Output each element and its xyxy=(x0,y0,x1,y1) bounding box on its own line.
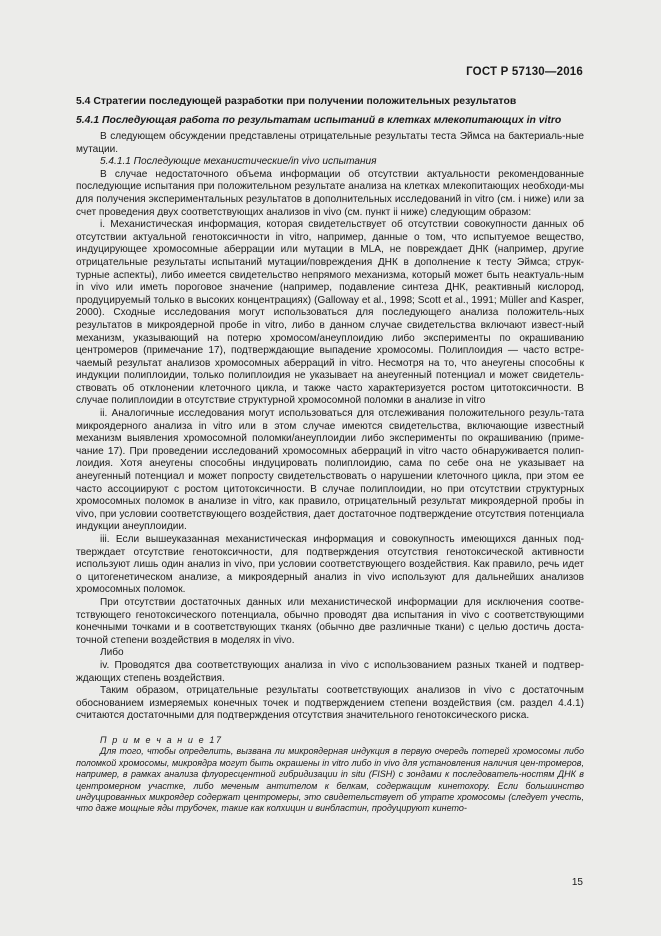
list-item-iv: iv. Проводятся два соответствующих анализа in vivo с использованием разных тканей и подтвер-ждающих степень воздействия. xyxy=(76,659,584,684)
list-item-ii: ii. Аналогичные исследования могут использоваться для отслеживания положительного резуль-тата микроядерного анализа in vitro или в этом случае имеются свидетельства, включающие известный механизм выявления хромосомной поломки/анеуплоидии либо эксперименты по окрашиванию (приме-чание 17). При проведении исследований хромосомных аберраций in vitro часто обнаруживается полип-лоидия. Хотя анеугены способны индуцировать полиплоидию, сама по себе она не указывает на анеугенный потенциал и может попросту свидетельствовать о нарушении клеточного цикла, при этом ее часто ассоциируют с ростом цитотоксичности. В случае полиплоидии, но при отсутствии структурных хромосомных поломок в анализе in vitro, как правило, отрицательный результат микроядерной пробы in vivo, при условии соответствующего воздействия, дает достаточное подтверждение отсутствия потенциала индукции анеуплоидии. xyxy=(76,408,584,533)
page-number: 15 xyxy=(571,877,583,888)
note-text: Для того, чтобы определить, вызвана ли микроядерная индукция в первую очередь потерей хромосомы либо поломкой хромосомы, микроядра могут быть окрашены in vitro либо in vivo для установления наличия цен-тромеров, например, в рамках анализа флуоресцентной гибридизации in situ (FISH) с зондами к последователь-ностям ДНК в центромерном участке, либо меченым антителом к белкам, содержащим кинетохору. Если большинство индуцированных микроядер содержат центромеры, это свидетельствует об утрате хромосомы (следует учесть, что даже мощные яды трубочек, такие как колхицин и винбластин, продуцируют кинето- xyxy=(76,746,584,814)
clause-heading: 5.4.1.1 Последующие механистические/in vivo испытания xyxy=(100,156,377,168)
subsection-heading: 5.4.1 Последующая работа по результатам испытаний в клетках млекопитающих in vitro xyxy=(76,114,562,126)
list-item-i: i. Механистическая информация, которая свидетельствует об отсутствии совокупности данных об отсутствии актуальной генотоксичности in vitro, например, данные о том, что испытуемое вещество, индуцирующее хромосомные аберрации или мутации в MLA, не повреждает ДНК (например, другие отрицательные результаты испытаний мутации/повреждения ДНК в дополнение к тесту Эймса; струк-турные аспекты), либо имеется свидетельство непрямого механизма, который может быть неактуаль-ным in vivo или иметь пороговое значение (например, подавление синтеза ДНК, реактивный кислород, продуцируемый только в высоких концентрациях) (Galloway et al., 1998; Scott et al., 1991; Müller and Kasper, 2000). Сходные исследования могут использоваться для последующего анализа положитель-ных результатов в микроядерной пробе in vitro, либо в данном случае свидетельства включают извест-ный механизм, указывающий на потерю хромосом/анеуплоидию либо эксперименты по окрашиванию центромеров (примечание 17), подтверждающие выпадение хромосомы. Полиплоидия — часто встре-чаемый результат анализов хромосомных аберраций in vitro. Несмотря на то, что анеугены способны к индукции полиплоидии, только полиплоидия не указывает на анеугенный потенциал и может свидетель-ствовать об отклонении клеточного цикла, и также часто характеризуется ростом цитотоксичности. В случае полиплоидии в отсутствие структурной хромосомной поломки в анализе in vitro xyxy=(76,219,584,407)
section-heading: 5.4 Стратегии последующей разработки при получении положительных результатов xyxy=(76,96,517,107)
standard-header: ГОСТ Р 57130—2016 xyxy=(466,66,583,78)
paragraph-conclusion: Таким образом, отрицательные результаты соответствующих анализов in vivo с достаточным обоснованием измеряемых конечных точек и подтверждением степени воздействия (см. раздел 4.4.1) считаются достаточными для подтверждения отсутствия значительного генотоксического риска. xyxy=(76,685,584,722)
paragraph-or: Либо xyxy=(100,647,124,659)
note-label: П р и м е ч а н и е 17 xyxy=(100,734,223,745)
note-17 xyxy=(76,735,584,815)
paragraph-absence: При отсутствии достаточных данных или механистической информации для исключения соотве-тствующего генотоксического потенциала, обычно проводят два испытания in vivo с соответствующими конечными точками и в соответствующих тканях (обычно две различные ткани) с целью достичь доста-точной степени воздействия в моделях in vivo. xyxy=(76,596,584,646)
list-item-iii: iii. Если вышеуказанная механистическая информация и совокупность имеющихся данных под-тверждает отсутствие генотоксичности, для подтверждения отсутствия генотоксической активности используют лишь один анализ in vivo, при условии соответствующего воздействия. Как правило, речь идет о цитогенетическом анализе, а микроядерный анализ in vivo используют для дальнейших анализов хромосомных поломок. xyxy=(76,534,584,596)
page-content xyxy=(76,96,584,815)
paragraph-intro: В следующем обсуждении представлены отрицательные результаты теста Эймса на бактериаль-ные мутации. xyxy=(76,131,584,155)
paragraph-main: В случае недостаточного объема информации об отсутствии актуальности рекомендованные последующие испытания при положительном результате анализа на клетках млекопитающих необходи-мы для получения экспериментальных результатов в дополнительных исследований in vitro (см. i ниже) или за счет проведения двух соответствующих анализов in vivo (см. пункт ii ниже) следующим образом: xyxy=(76,168,584,218)
